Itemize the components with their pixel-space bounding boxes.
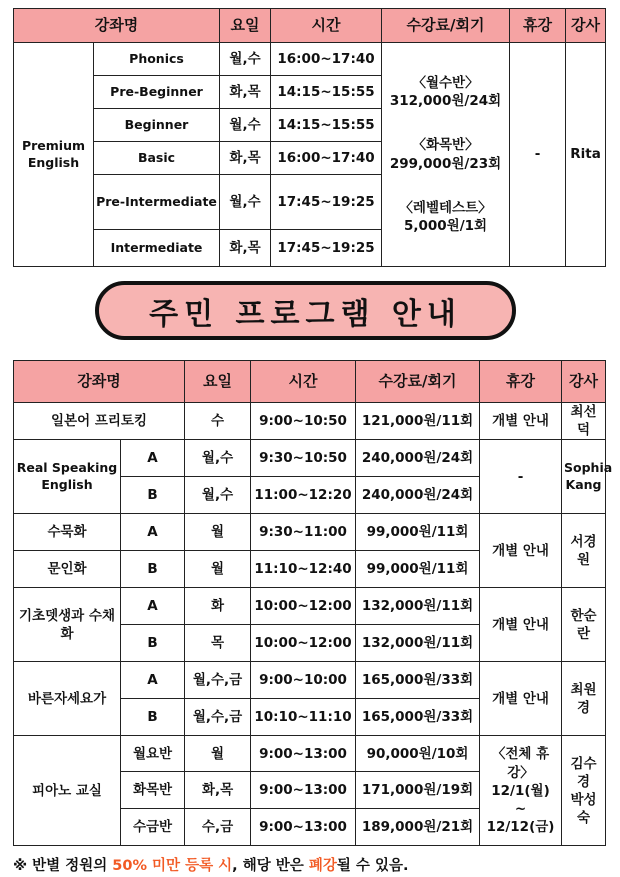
fee-cell: 165,000원/33회 <box>356 662 480 699</box>
time-cell: 17:45~19:25 <box>271 175 382 230</box>
header-time: 시간 <box>271 9 382 43</box>
fee-cell: 99,000원/11회 <box>356 514 480 551</box>
course-name: Real Speaking English <box>14 440 121 514</box>
time-cell: 9:00~13:00 <box>251 809 356 846</box>
table-row <box>14 736 606 772</box>
teacher-cell: Sophia Kang <box>562 440 606 514</box>
header-teacher: 강사 <box>562 361 606 403</box>
header-time: 시간 <box>251 361 356 403</box>
table-row <box>14 440 606 477</box>
fee-cell: 121,000원/11회 <box>356 403 480 440</box>
time-cell: 17:45~19:25 <box>271 230 382 267</box>
program-guide-banner <box>95 281 516 340</box>
time-cell: 10:00~12:00 <box>251 588 356 625</box>
table-row <box>14 43 606 76</box>
course-name: 기초뎃생과 수채화 <box>14 588 121 662</box>
fee-cell <box>382 43 510 267</box>
days-cell: 화,목 <box>220 142 271 175</box>
group-cell: B <box>121 477 185 514</box>
break-cell: 개별 안내 <box>480 514 562 588</box>
course-name: 수묵화 <box>14 514 121 551</box>
fee-tt-price: 299,000원/23회 <box>389 155 502 172</box>
group-cell: B <box>121 625 185 662</box>
teacher-cell: 한순란 <box>562 588 606 662</box>
break-cell: 개별 안내 <box>480 403 562 440</box>
days-cell: 화,목 <box>220 230 271 267</box>
days-cell: 월,수,금 <box>185 662 251 699</box>
course-name: 바른자세요가 <box>14 662 121 736</box>
days-cell: 월,수 <box>220 175 271 230</box>
fee-cell: 132,000원/11회 <box>356 625 480 662</box>
fee-cell: 240,000원/24회 <box>356 440 480 477</box>
days-cell: 화,목 <box>220 76 271 109</box>
teacher-cell: 최원경 <box>562 662 606 736</box>
days-cell: 수,금 <box>185 809 251 846</box>
header-teacher: 강사 <box>566 9 606 43</box>
fee-cell: 240,000원/24회 <box>356 477 480 514</box>
table-row <box>14 514 606 551</box>
group-cell: A <box>121 588 185 625</box>
days-cell: 월,수 <box>220 43 271 76</box>
table-header-row <box>14 9 606 43</box>
header-course: 강좌명 <box>14 361 185 403</box>
header-course: 강좌명 <box>14 9 220 43</box>
group-cell: 수금반 <box>121 809 185 846</box>
group-cell: 월요반 <box>121 736 185 772</box>
time-cell: 16:00~17:40 <box>271 142 382 175</box>
header-break: 휴강 <box>480 361 562 403</box>
fee-cell: 99,000원/11회 <box>356 551 480 588</box>
break-cell: 개별 안내 <box>480 588 562 662</box>
time-cell: 11:10~12:40 <box>251 551 356 588</box>
time-cell: 14:15~15:55 <box>271 76 382 109</box>
break-cell: - <box>480 440 562 514</box>
fee-test-price: 5,000원/1회 <box>403 217 488 234</box>
course-name: Premium English <box>14 43 94 267</box>
time-cell: 9:00~10:00 <box>251 662 356 699</box>
days-cell: 수 <box>185 403 251 440</box>
days-cell: 월,수 <box>185 440 251 477</box>
teacher-cell: 서경원 <box>562 514 606 588</box>
note-middle: , 해당 반은 <box>232 858 309 874</box>
level-name: Beginner <box>94 109 220 142</box>
teacher-name: 박성숙 <box>570 791 597 827</box>
time-cell: 14:15~15:55 <box>271 109 382 142</box>
time-cell: 9:00~10:50 <box>251 403 356 440</box>
table-row <box>14 403 606 440</box>
level-name: Intermediate <box>94 230 220 267</box>
time-cell: 9:00~13:00 <box>251 772 356 809</box>
days-cell: 화 <box>185 588 251 625</box>
table-row <box>14 662 606 699</box>
teacher-cell <box>562 736 606 846</box>
fee-test-label: 〈레벨테스트〉 <box>399 199 492 216</box>
course-name: 문인화 <box>14 551 121 588</box>
note-highlight-threshold: 50% 미만 등록 시 <box>112 858 233 874</box>
header-fee: 수강료/회기 <box>356 361 480 403</box>
table-header-row <box>14 361 606 403</box>
break-cell: - <box>510 43 566 267</box>
header-break: 휴강 <box>510 9 566 43</box>
premium-english-table <box>13 8 606 267</box>
banner-title: 주민 프로그램 안내 <box>149 296 462 332</box>
break-start: 12/1(월) <box>491 782 550 799</box>
footnote <box>13 854 613 876</box>
note-highlight-cancel: 폐강 <box>308 858 337 874</box>
group-cell: B <box>121 699 185 736</box>
group-cell: 화목반 <box>121 772 185 809</box>
note-prefix: ※ 반별 정원의 <box>13 858 113 874</box>
time-cell: 10:00~12:00 <box>251 625 356 662</box>
header-days: 요일 <box>185 361 251 403</box>
break-cell: 개별 안내 <box>480 662 562 736</box>
time-cell: 9:00~13:00 <box>251 736 356 772</box>
days-cell: 월,수 <box>220 109 271 142</box>
days-cell: 월,수,금 <box>185 699 251 736</box>
header-fee: 수강료/회기 <box>382 9 510 43</box>
days-cell: 월 <box>185 736 251 772</box>
teacher-name: 김수경 <box>570 755 597 790</box>
resident-program-table <box>13 360 613 846</box>
break-cell <box>480 736 562 846</box>
group-cell: A <box>121 440 185 477</box>
level-name: Basic <box>94 142 220 175</box>
level-name: Pre-Beginner <box>94 76 220 109</box>
group-cell: A <box>121 514 185 551</box>
level-name: Pre-Intermediate <box>94 175 220 230</box>
break-end: 12/12(금) <box>486 819 555 836</box>
fee-mw-price: 312,000원/24회 <box>389 93 502 110</box>
header-days: 요일 <box>220 9 271 43</box>
fee-cell: 171,000원/19회 <box>356 772 480 809</box>
fee-mw-label: 〈월수반〉 <box>412 74 479 91</box>
days-cell: 월,수 <box>185 477 251 514</box>
course-name: 일본어 프리토킹 <box>14 403 185 440</box>
table-row <box>14 588 606 625</box>
fee-cell: 189,000원/21회 <box>356 809 480 846</box>
fee-cell: 90,000원/10회 <box>356 736 480 772</box>
fee-cell: 165,000원/33회 <box>356 699 480 736</box>
days-cell: 월 <box>185 514 251 551</box>
time-cell: 11:00~12:20 <box>251 477 356 514</box>
group-cell: A <box>121 662 185 699</box>
break-label: 〈전체 휴강〉 <box>491 746 550 781</box>
fee-tt-label: 〈화목반〉 <box>412 137 479 154</box>
group-cell: B <box>121 551 185 588</box>
time-cell: 9:30~11:00 <box>251 514 356 551</box>
days-cell: 목 <box>185 625 251 662</box>
break-tilde: ~ <box>514 801 527 818</box>
level-name: Phonics <box>94 43 220 76</box>
days-cell: 월 <box>185 551 251 588</box>
time-cell: 16:00~17:40 <box>271 43 382 76</box>
fee-cell: 132,000원/11회 <box>356 588 480 625</box>
days-cell: 화,목 <box>185 772 251 809</box>
note-suffix: 될 수 있음. <box>336 858 409 874</box>
teacher-cell: 최선덕 <box>562 403 606 440</box>
time-cell: 9:30~10:50 <box>251 440 356 477</box>
course-name: 피아노 교실 <box>14 736 121 846</box>
time-cell: 10:10~11:10 <box>251 699 356 736</box>
teacher-cell: Rita <box>566 43 606 267</box>
